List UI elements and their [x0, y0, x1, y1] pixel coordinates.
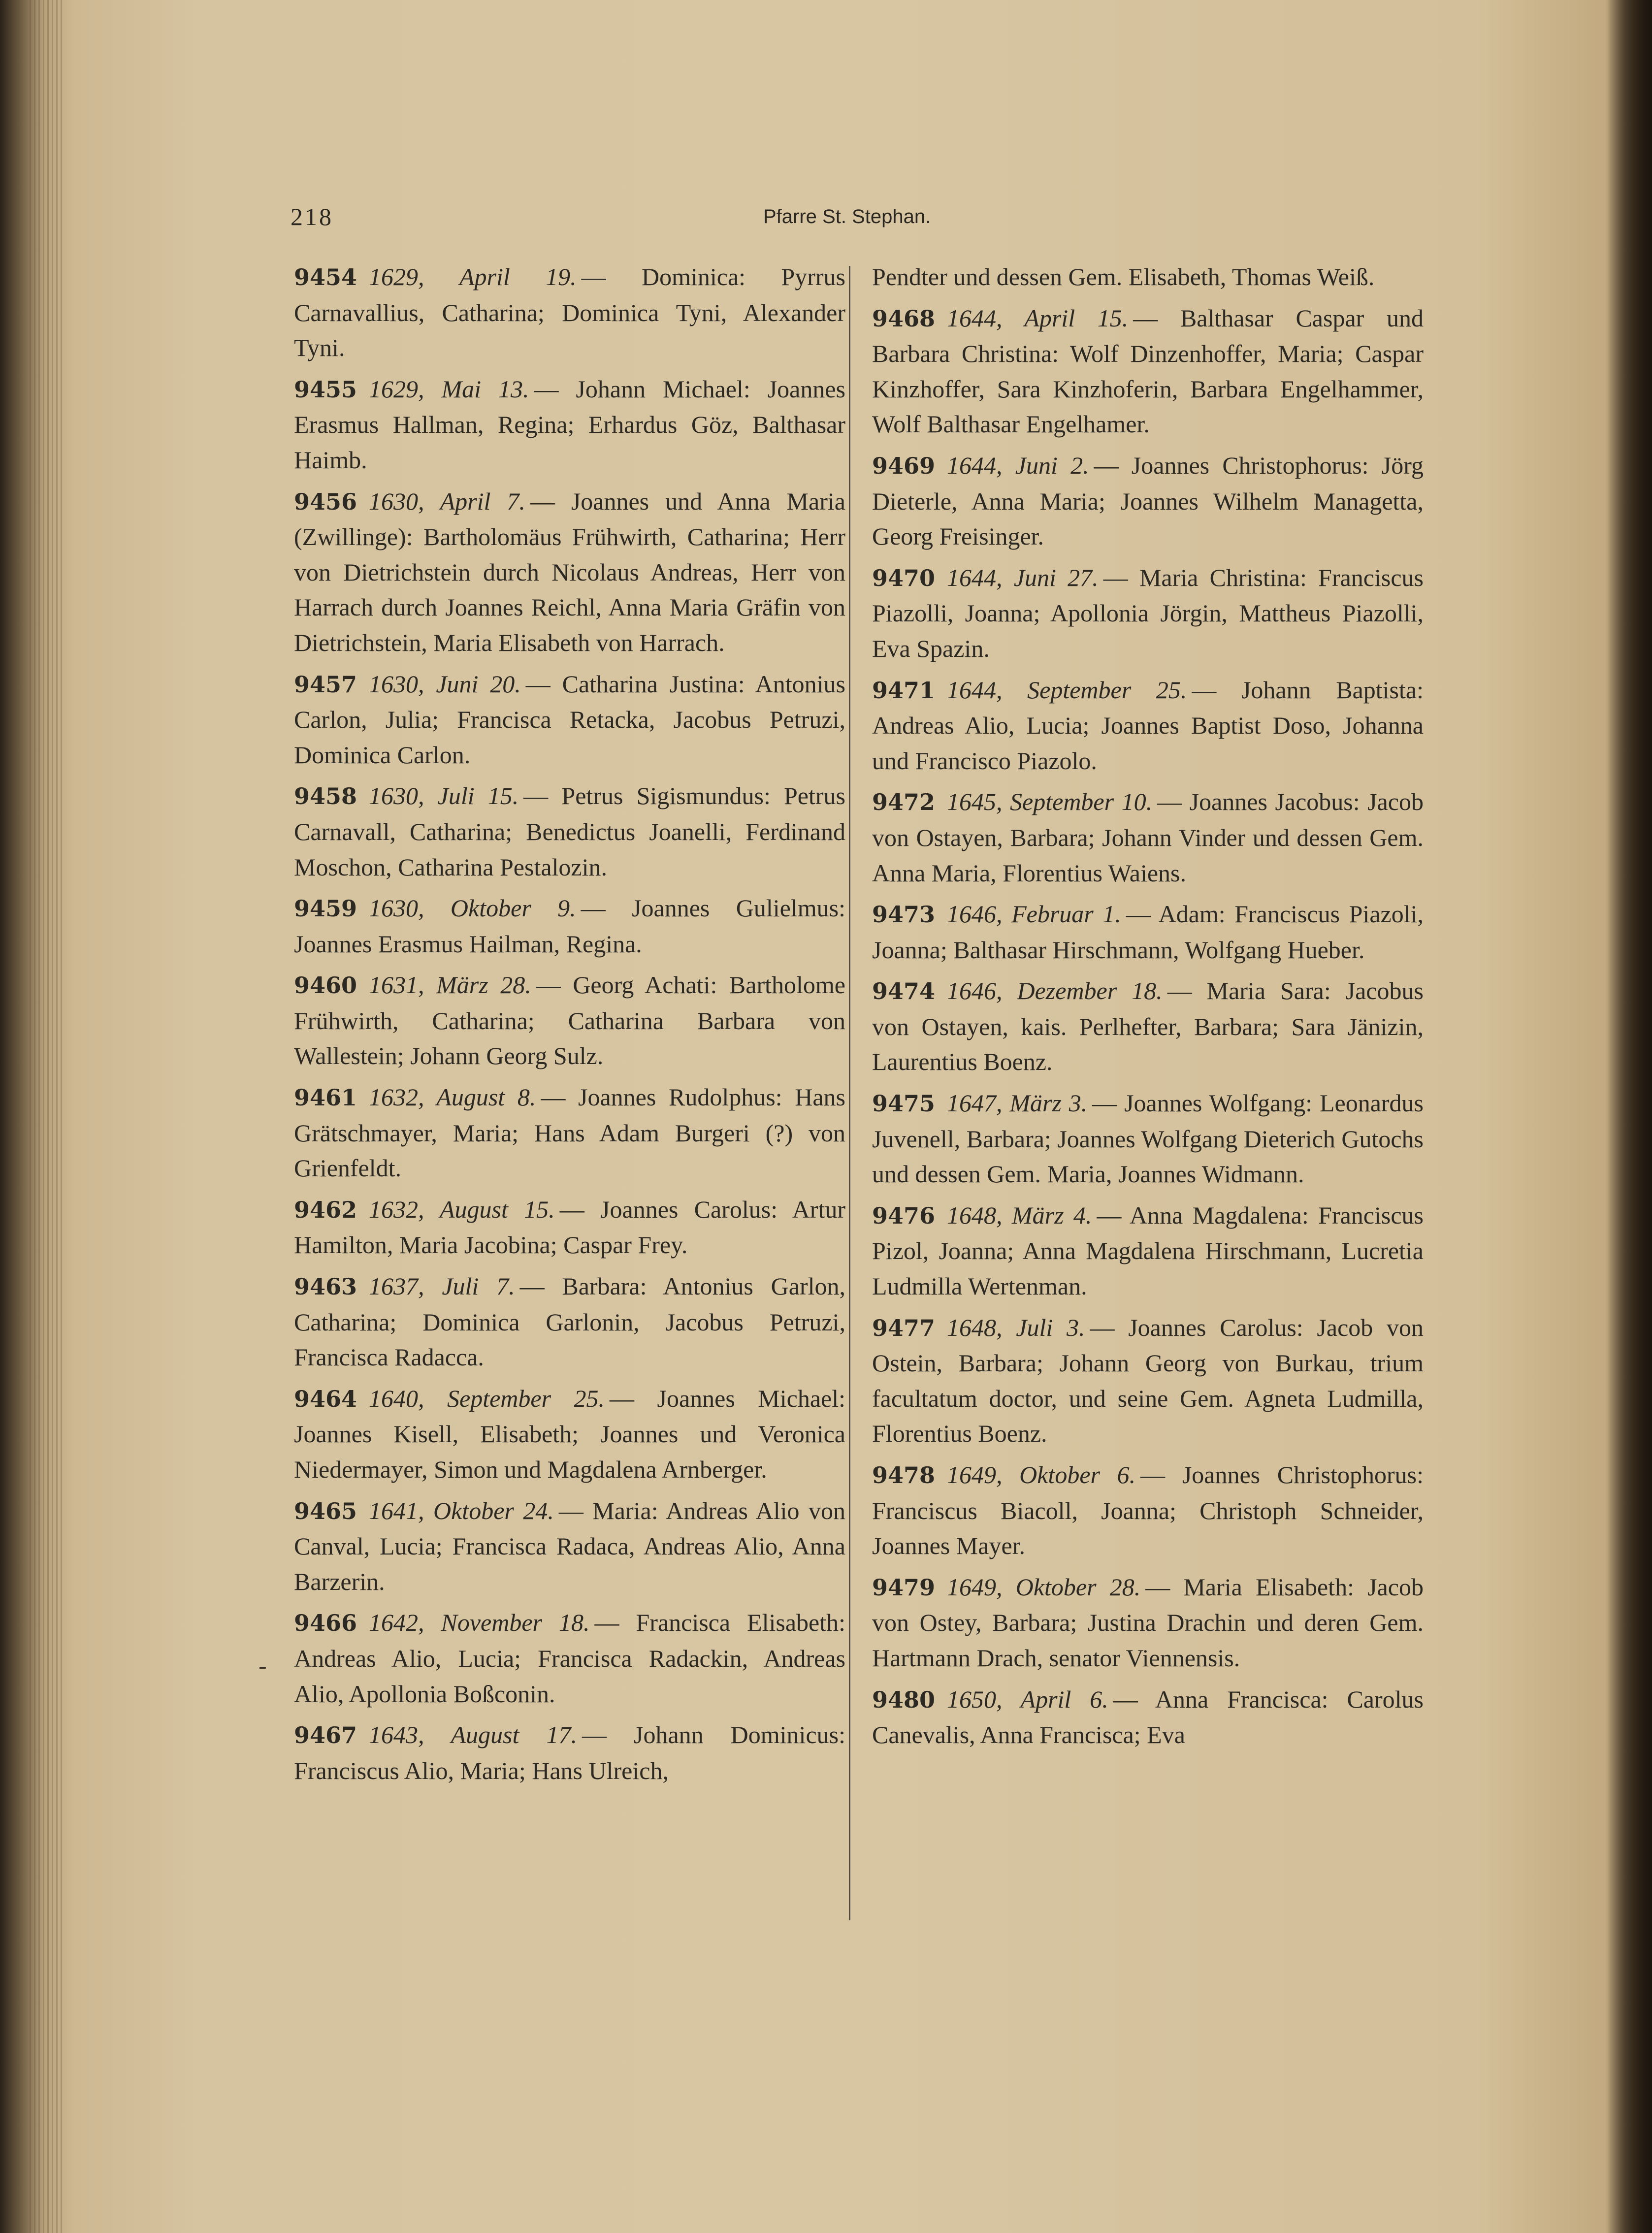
- entry-text: — Anna Francisca: Carolus Canevalis, Anna Francisca; Eva: [872, 1685, 1424, 1749]
- entry-number: 9472: [872, 789, 936, 816]
- entry-date: 1629, Mai 13.: [369, 375, 529, 403]
- entry-text: — Maria Elisabeth: Jacob von Ostey, Barbara; Justina Drachin und deren Gem. Hartmann Drach, senator Viennensis.: [872, 1573, 1424, 1672]
- entry-number: 9463: [294, 1273, 357, 1300]
- entry-text: — Catharina Justina: Antonius Carlon, Julia; Francisca Retacka, Jacobus Petruzi, Dominica Carlon.: [294, 670, 845, 769]
- entry-date: 1642, November 18.: [369, 1609, 590, 1637]
- register-entry: [294, 484, 845, 661]
- right-column: [872, 259, 1424, 1759]
- entry-date: 1637, Juli 7.: [369, 1272, 515, 1300]
- book-gutter: [30, 0, 64, 2233]
- register-entry: [294, 1381, 845, 1488]
- entry-text: — Maria: Andreas Alio von Canval, Lucia; Francisca Radaca, Andreas Alio, Anna Barzerin.: [294, 1496, 845, 1595]
- entry-date: 1644, April 15.: [947, 304, 1129, 332]
- register-entry: [872, 1086, 1424, 1192]
- entry-text: — Joannes Jacobus: Jacob von Ostayen, Barbara; Johann Vinder und dessen Gem. Anna Maria, Florentius Waiens.: [872, 788, 1424, 887]
- entry-text: — Joannes Carolus: Jacob von Ostein, Barbara; Johann Georg von Burkau, trium facultatum doctor, und seine Gem. Agneta Ludmilla, Florentius Boenz.: [872, 1313, 1424, 1448]
- entry-text: — Johann Michael: Joannes Erasmus Hallman, Regina; Erhardus Göz, Balthasar Haimb.: [294, 375, 845, 474]
- entry-number: 9479: [872, 1574, 936, 1601]
- page-edge-shadow: [1608, 0, 1652, 2233]
- entry-text: — Joannes Michael: Joannes Kisell, Elisabeth; Joannes und Veronica Niedermayer, Simon und Magdalena Arnberger.: [294, 1384, 845, 1483]
- entry-text: — Barbara: Antonius Garlon, Catharina; Dominica Garlonin, Jacobus Petruzi, Francisca Radacca.: [294, 1272, 845, 1371]
- entry-text: — Dominica: Pyrrus Carnavallius, Catharina; Dominica Tyni, Alexander Tyni.: [294, 263, 845, 362]
- entry-date: 1632, August 8.: [369, 1083, 536, 1111]
- register-entry: [872, 1570, 1424, 1676]
- entry-date: 1648, Juli 3.: [947, 1313, 1085, 1341]
- entry-date: 1644, Juni 2.: [947, 451, 1089, 479]
- entry-text: — Anna Magdalena: Franciscus Pizol, Joanna; Anna Magdalena Hirschmann, Lucretia Ludmilla Wertenman.: [872, 1201, 1424, 1300]
- entry-number: 9456: [294, 488, 357, 515]
- entry-number: 9480: [872, 1686, 936, 1713]
- entry-text: — Joannes Carolus: Artur Hamilton, Maria Jacobina; Caspar Frey.: [294, 1195, 845, 1259]
- entry-date: 1631, März 28.: [369, 971, 531, 999]
- entry-number: 9471: [872, 677, 936, 704]
- entry-number: 9459: [294, 895, 357, 922]
- entry-text: — Joannes und Anna Maria (Zwillinge): Bartholomäus Frühwirth, Catharina; Herr von Dietrichstein durch Nicolaus Andreas, Herr von Harrach durch Joannes Reichl, Anna Maria Gräfin von Dietrichstein, Maria Elisabeth von Harrach.: [294, 487, 845, 656]
- register-entry: [294, 1493, 845, 1600]
- register-entry: [294, 372, 845, 478]
- entry-date: 1649, Oktober 6.: [947, 1461, 1136, 1489]
- entry-date: 1641, Oktober 24.: [369, 1496, 554, 1524]
- entry-number: 9469: [872, 452, 936, 479]
- register-entry: [872, 448, 1424, 554]
- entry-date: 1643, August 17.: [369, 1721, 578, 1749]
- register-entry: [294, 1717, 845, 1788]
- register-entry: [872, 1682, 1424, 1753]
- entry-number: 9466: [294, 1610, 357, 1637]
- entry-text: — Georg Achati: Bartholome Frühwirth, Catharina; Catharina Barbara von Wallestein; Johann Georg Sulz.: [294, 971, 845, 1070]
- entry-text: — Joannes Christophorus: Jörg Dieterle, Anna Maria; Joannes Wilhelm Managetta, Georg Freisinger.: [872, 451, 1424, 550]
- register-entry: [294, 778, 845, 885]
- entry-text: — Joannes Gulielmus: Joannes Erasmus Hailman, Regina.: [294, 894, 845, 958]
- register-entry: [872, 301, 1424, 442]
- entry-number: 9455: [294, 376, 357, 403]
- entry-date: 1640, September 25.: [369, 1384, 605, 1412]
- entry-number: 9475: [872, 1090, 936, 1117]
- entry-number: 9477: [872, 1314, 936, 1341]
- entry-text: Pendter und dessen Gem. Elisabeth, Thomas Weiß.: [872, 263, 1375, 291]
- entry-number: 9461: [294, 1084, 357, 1111]
- margin-mark: -: [259, 1651, 267, 1679]
- entry-date: 1630, April 7.: [369, 487, 525, 515]
- entry-text: — Maria Sara: Jacobus von Ostayen, kais. Perlhefter, Barbara; Sara Jänizin, Laurentius Boenz.: [872, 977, 1424, 1076]
- entry-date: 1646, Dezember 18.: [947, 977, 1163, 1005]
- entry-text: — Adam: Franciscus Piazoli, Joanna; Balthasar Hirschmann, Wolfgang Hueber.: [872, 900, 1424, 964]
- entry-date: 1630, Juni 20.: [369, 670, 521, 698]
- register-entry: [872, 784, 1424, 891]
- register-entry: [872, 1310, 1424, 1452]
- entry-number: 9458: [294, 783, 357, 810]
- entry-date: 1644, September 25.: [947, 676, 1187, 704]
- entry-date: 1632, August 15.: [369, 1195, 555, 1223]
- register-entry: [294, 667, 845, 773]
- entry-number: 9476: [872, 1202, 936, 1229]
- register-entry: [872, 259, 1424, 295]
- entry-number: 9464: [294, 1385, 357, 1412]
- entry-date: 1630, Juli 15.: [369, 782, 519, 810]
- entry-date: 1629, April 19.: [369, 263, 577, 291]
- entry-date: 1645, September 10.: [947, 788, 1153, 816]
- register-entry: [872, 560, 1424, 667]
- entry-text: — Joannes Wolfgang: Leonardus Juvenell, Barbara; Joannes Wolfgang Dieterich Gutochs und dessen Gem. Maria, Joannes Widmann.: [872, 1089, 1424, 1188]
- register-entry: [872, 673, 1424, 779]
- entry-date: 1644, Juni 27.: [947, 563, 1099, 591]
- left-column: [294, 259, 845, 1794]
- entry-number: 9468: [872, 305, 936, 332]
- entry-number: 9462: [294, 1196, 357, 1223]
- entry-text: — Joannes Christophorus: Franciscus Biacoll, Joanna; Christoph Schneider, Joannes Mayer.: [872, 1461, 1424, 1560]
- entry-text: — Johann Dominicus: Franciscus Alio, Maria; Hans Ulreich,: [294, 1721, 845, 1784]
- entry-text: — Johann Baptista: Andreas Alio, Lucia; Joannes Baptist Doso, Johanna und Francisco Piazolo.: [872, 676, 1424, 775]
- entry-number: 9470: [872, 564, 936, 591]
- register-entry: [294, 1192, 845, 1263]
- page-number: 218: [291, 203, 333, 230]
- register-entry: [294, 1269, 845, 1375]
- register-entry: [872, 973, 1424, 1080]
- running-head: [291, 199, 1433, 234]
- entry-number: 9473: [872, 901, 936, 928]
- entry-text: — Petrus Sigismundus: Petrus Carnavall, Catharina; Benedictus Joanelli, Ferdinand Moschon, Catharina Pestalozin.: [294, 782, 845, 881]
- entry-date: 1646, Februar 1.: [947, 900, 1121, 928]
- register-entry: [294, 1605, 845, 1712]
- entry-text: — Maria Christina: Franciscus Piazolli, Joanna; Apollonia Jörgin, Mattheus Piazolli, Eva Spazin.: [872, 563, 1424, 662]
- column-rule: [849, 266, 850, 1920]
- entry-date: 1648, März 4.: [947, 1201, 1092, 1229]
- entry-text: — Joannes Rudolphus: Hans Grätschmayer, Maria; Hans Adam Burgeri (?) von Grienfeldt.: [294, 1083, 845, 1182]
- register-entry: [294, 1080, 845, 1186]
- register-entry: [872, 1457, 1424, 1564]
- register-entry: [872, 897, 1424, 968]
- register-entry: [294, 259, 845, 366]
- register-entry: [294, 968, 845, 1074]
- register-entry: [294, 891, 845, 962]
- entry-number: 9457: [294, 671, 357, 698]
- entry-number: 9474: [872, 978, 936, 1005]
- entry-date: 1630, Oktober 9.: [369, 894, 576, 922]
- entry-text: — Balthasar Caspar und Barbara Christina: Wolf Dinzenhoffer, Maria; Caspar Kinzhoffer, Sara Kinzhoferin, Barbara Engelhammer, Wolf Balthasar Engelhamer.: [872, 304, 1424, 438]
- entry-number: 9467: [294, 1722, 357, 1749]
- entry-number: 9465: [294, 1497, 357, 1524]
- entry-date: 1647, März 3.: [947, 1089, 1088, 1117]
- entry-text: — Francisca Elisabeth: Andreas Alio, Lucia; Francisca Radackin, Andreas Alio, Apollonia Boßconin.: [294, 1609, 845, 1708]
- entry-date: 1650, April 6.: [947, 1685, 1108, 1713]
- entry-number: 9478: [872, 1462, 936, 1489]
- entry-number: 9460: [294, 972, 357, 999]
- entry-number: 9454: [294, 264, 357, 291]
- register-entry: [872, 1198, 1424, 1304]
- entry-date: 1649, Oktober 28.: [947, 1573, 1141, 1601]
- page-title: Pfarre St. Stephan.: [763, 206, 931, 227]
